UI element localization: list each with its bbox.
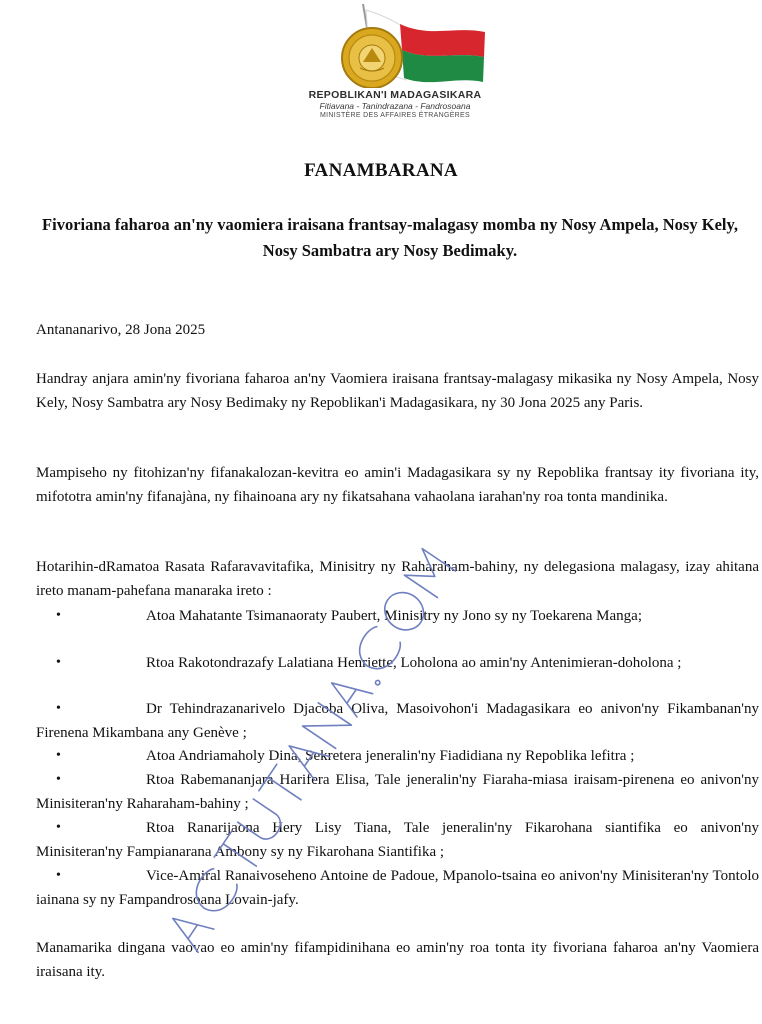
ministry-emblem <box>280 2 510 122</box>
flag-and-seal-logo <box>280 2 510 88</box>
bullet: • <box>56 748 61 763</box>
bullet: • <box>56 820 61 835</box>
paragraph: Mampiseho ny fitohizan'ny fifanakalozan-kevitra eo amin'i Madagasikara sy ny Repoblika frantsay ity fivoriana ity, mifototra amin'ny fifanajàna, ny fihainoana ary ny fikatsahana vahaolana iarahan'ny roa tonta mandinika. <box>36 465 759 505</box>
delegation-item: Atoa Andriamaholy Dina, Sekretera jeneralin'ny Fiadidiana ny Repoblika lefitra ; <box>146 748 635 764</box>
bullet: • <box>56 868 61 883</box>
delegation-item: Rtoa Rakotondrazafy Lalatiana Henriette, Loholona ao amin'ny Antenimieran-doholona ; <box>146 655 682 671</box>
delegation-item: Vice-Amiral Ranaivoseheno Antoine de Padoue, Mpanolo-tsaina eo anivon'ny Minisiteran'ny Tontolo iainana sy ny Fampandrosoana Lovain-jafy. <box>36 868 759 908</box>
document-subtitle: Fivoriana faharoa an'ny vaomiera iraisana frantsay-malagasy momba ny Nosy Ampela, Nosy Kely, Nosy Sambatra ary Nosy Bedimaky. <box>42 215 738 260</box>
delegation-item: Rtoa Ranarijaona Hery Lisy Tiana, Tale jeneralin'ny Fikarohana siantifika eo anivon'ny Minisiteran'ny Fampianarana Ambony sy ny Fikarohana Siantifika ; <box>36 820 759 860</box>
emblem-motto: Fitiavana - Tanindrazana - Fandrosoana <box>319 101 471 111</box>
document-title: FANAMBARANA <box>304 160 458 181</box>
bullet: • <box>56 655 61 670</box>
emblem-country-name: REPOBLIKAN'I MADAGASIKARA <box>308 89 482 101</box>
bullet: • <box>56 772 61 787</box>
closing-paragraph: Manamarika dingana vaovao eo amin'ny fifampidinihana eo amin'ny roa tonta ity fivoriana faharoa an'ny Vaomiera iraisana ity. <box>36 940 759 980</box>
date-line: Antananarivo, 28 Jona 2025 <box>36 322 206 338</box>
emblem-ministry: MINISTÈRE DES AFFAIRES ÉTRANGÈRES <box>320 112 470 119</box>
delegation-item: Atoa Mahatante Tsimanaoraty Paubert, Minisitry ny Jono sy ny Toekarena Manga; <box>146 608 642 624</box>
bullet: • <box>56 608 61 623</box>
bullet: • <box>56 701 61 716</box>
delegation-item: Dr Tehindrazanarivelo Djacoba Oliva, Masoivohon'i Madagasikara eo anivon'ny Fikambanan'ny Firenena Mikambana any Genève ; <box>36 701 759 741</box>
paragraph: Hotarihin-dRamatoa Rasata Rafaravavitafika, Minisitry ny Raharaham-bahiny, ny delegasiona malagasy, izay ahitana ireto manam-pahefana manaraka ireto : <box>36 559 759 599</box>
delegation-item: Rtoa Rabemananjara Harifera Elisa, Tale jeneralin'ny Fiaraha-miasa iraisam-pirenena eo anivon'ny Minisiteran'ny Raharaham-bahiny ; <box>36 772 759 812</box>
paragraph: Handray anjara amin'ny fivoriana faharoa an'ny Vaomiera iraisana frantsay-malagasy mikasika ny Nosy Ampela, Nosy Kely, Nosy Sambatra ary Nosy Bedimaky ny Repoblikan'i Madagasikara, ny 30 Jona 2025 any Paris. <box>36 371 759 411</box>
